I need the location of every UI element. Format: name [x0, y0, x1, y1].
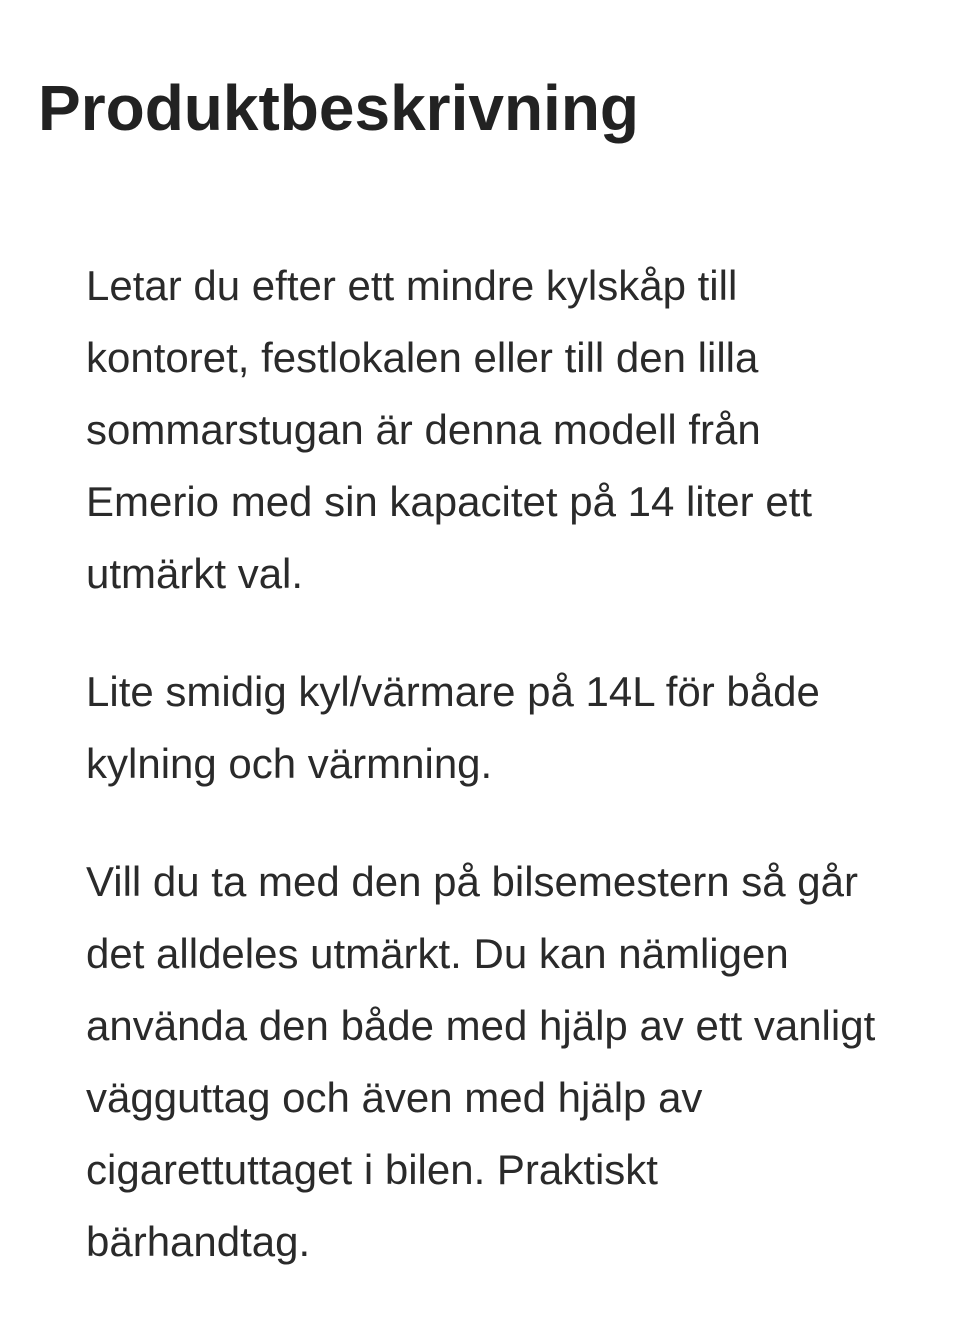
description-paragraph-1: Letar du efter ett mindre kylskåp till kontoret, festlokalen eller till den lilla sommarstugan är denna modell från Emerio med sin kapacitet på 14 liter ett utmärkt val.	[86, 262, 813, 597]
section-title: Produktbeskrivning	[38, 72, 639, 144]
product-description	[86, 250, 886, 1278]
description-paragraph-3: Vill du ta med den på bilsemestern så går det alldeles utmärkt. Du kan nämligen använda den både med hjälp av ett vanligt vägguttag och även med hjälp av cigarettuttaget i bilen. Praktiskt bärhandtag.	[86, 858, 876, 1265]
description-paragraph-2: Lite smidig kyl/värmare på 14L för både kylning och värmning.	[86, 668, 820, 787]
